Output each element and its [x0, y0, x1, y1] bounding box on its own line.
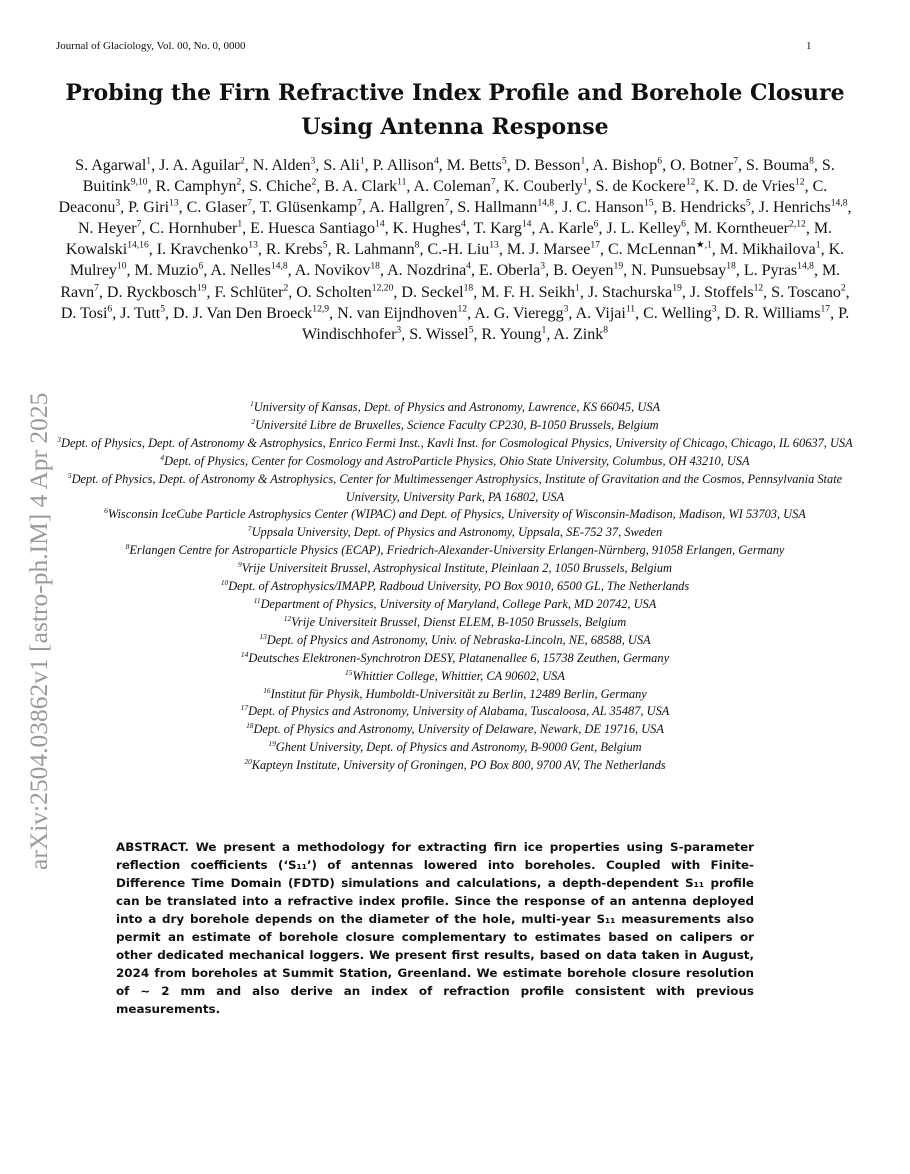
- author: [608, 241, 712, 258]
- affiliation: [56, 506, 854, 524]
- abstract-text: We present a methodology for extracting firn ice properties using S-parameter reflection coefficients (‘S₁₁’) of antennas lowered into boreholes. Coupled with Finite-Difference Time Domain (FDTD) simulations and calculations, a depth-dependent S₁₁ profile can be translated into a refractive index profile. Since the response of an antenna deployed into a dry borehole depends on the diameter of the hole, multi-year S₁₁ measurements also permit an estimate of borehole closure complementary to estimates based on calipers or other dedicated mechanical loggers. We present first results, based on data taken in August, 2024 from boreholes at Summit Station, Greenland. We estimate borehole closure resolution of ~ 2 mm and also derive an index of refraction profile consistent with previous measurements.: [116, 840, 755, 1016]
- author-name: B. Oeyen: [553, 262, 614, 280]
- author-affiliation-mark: 6: [593, 218, 599, 230]
- author-affiliation-mark: 12: [457, 303, 468, 315]
- author-affiliation-mark: 13: [248, 240, 258, 252]
- affiliation-number: 10: [220, 577, 229, 587]
- author: [336, 241, 420, 258]
- author-affiliation-mark: 13: [489, 240, 499, 252]
- author-name: M. F. H. Seikh: [481, 283, 576, 301]
- author-name: R. Young: [481, 325, 542, 343]
- affiliation: [56, 632, 854, 650]
- author: [631, 262, 736, 279]
- paper-title: Probing the Firn Refractive Index Profile and Borehole Closure Using Antenna Response: [65, 80, 845, 140]
- author: [324, 178, 406, 195]
- affiliation-text: Vrije Universiteit Brussel, Dienst ELEM, B-1050 Brussels, Belgium: [291, 614, 627, 629]
- affiliation-text: Institut für Physik, Humboldt-Universität zu Berlin, 12489 Berlin, Germany: [270, 686, 647, 701]
- affiliation-number: 3: [57, 434, 62, 444]
- abstract-label: ABSTRACT.: [116, 840, 189, 854]
- author-name: M. J. Marsee: [506, 241, 591, 259]
- affiliation-text: Université Libre de Bruxelles, Science Faculty CP230, B-1050 Brussels, Belgium: [255, 417, 659, 432]
- affiliation-text: Deutsches Elektronen-Synchrotron DESY, Platanenallee 6, 15738 Zeuthen, Germany: [248, 650, 670, 665]
- affiliation-number: 20: [244, 757, 252, 766]
- author-affiliation-mark: 5: [501, 155, 507, 167]
- author: [507, 241, 600, 258]
- author-name: A. Vijai: [575, 304, 626, 322]
- author: [250, 220, 384, 237]
- author-affiliation-mark: 5: [745, 197, 751, 209]
- affiliation-text: University of Kansas, Dept. of Physics and Astronomy, Lawrence, KS 66045, USA: [253, 400, 661, 414]
- author: [295, 262, 380, 279]
- author-name: S. Toscano: [771, 283, 841, 301]
- author-affiliation-mark: 1: [541, 324, 547, 336]
- author-affiliation-mark: 12: [794, 176, 805, 188]
- affiliation-text: Vrije Universiteit Brussel, Astrophysical Institute, Pleinlaan 2, 1050 Brussels, Belgium: [241, 561, 673, 576]
- affiliation-text: Dept. of Physics and Astronomy, University of Alabama, Tuscaloosa, AL 35487, USA: [248, 704, 670, 719]
- author: [215, 284, 289, 301]
- author-affiliation-mark: 14,8: [537, 197, 555, 209]
- author-affiliation-mark: 3: [711, 303, 717, 315]
- author-name: J. Tutt: [120, 304, 161, 322]
- author-name: S. Wissel: [409, 325, 469, 343]
- author: [515, 157, 586, 174]
- author-name: M. Muzio: [134, 262, 199, 280]
- author-affiliation-mark: ★,1: [695, 240, 712, 252]
- author-affiliation-mark: 12,9: [312, 303, 330, 315]
- author: [135, 262, 204, 279]
- author-name: E. Huesca Santiago: [250, 220, 376, 238]
- affiliation: [56, 686, 854, 704]
- author-affiliation-mark: 17: [590, 240, 600, 252]
- affiliation-text: Dept. of Physics, Dept. of Astronomy & Astrophysics, Center for Multimessenger Astrophysics, Institute of Gravitation and the Cosmos, Pennsylvania State University, University Park, PA 16802, USA: [71, 471, 843, 504]
- abstract: [116, 838, 754, 1018]
- affiliation-number: 6: [104, 506, 108, 516]
- author: [661, 199, 750, 216]
- affiliation-number: 18: [246, 721, 254, 731]
- author-name: M. Kowalski: [65, 220, 833, 259]
- author-affiliation-mark: 2: [239, 155, 245, 167]
- author: [173, 305, 329, 322]
- author-name: L. Pyras: [743, 262, 798, 280]
- affiliation: [56, 721, 854, 739]
- author-affiliation-mark: 6: [198, 261, 204, 273]
- author: [156, 178, 242, 195]
- affiliation: [56, 399, 854, 417]
- author-name: M. Korntheuer: [693, 220, 790, 238]
- author-name: J. L. Kelley: [606, 220, 682, 238]
- author-affiliation-mark: 1: [146, 155, 152, 167]
- affiliation: [56, 524, 854, 542]
- author-name: O. Botner: [670, 157, 734, 174]
- author: [409, 326, 473, 343]
- author-affiliation-mark: 12: [753, 282, 764, 294]
- author-affiliation-mark: 7: [247, 197, 252, 209]
- affiliation: [56, 417, 854, 435]
- author-name: A. Nozdrina: [387, 262, 467, 280]
- author-name: C. Deaconu: [58, 178, 828, 217]
- author-affiliation-mark: 2: [236, 176, 242, 188]
- author-name: K. D. de Vries: [703, 178, 795, 196]
- author: [61, 305, 112, 322]
- author: [157, 241, 258, 258]
- author-name: F. Schlüter: [214, 283, 284, 301]
- author: [474, 305, 568, 322]
- author-name: M. Ravn: [60, 262, 841, 301]
- author-affiliation-mark: 19: [672, 282, 682, 294]
- author-name: A. Hallgren: [368, 199, 445, 217]
- author-name: C. Hornhuber: [149, 220, 238, 238]
- author-affiliation-mark: 6: [681, 218, 686, 230]
- affiliation-number: 1: [249, 398, 254, 408]
- author-name: S. de Kockere: [595, 178, 686, 196]
- author: [694, 220, 806, 237]
- author: [369, 199, 449, 216]
- author-name: C. McLennan: [607, 241, 696, 259]
- author-affiliation-mark: 18: [370, 261, 380, 273]
- arxiv-sidebar-stamp[interactable]: arXiv:2504.03862v1 [astro-ph.IM] 4 Apr 2025: [24, 392, 53, 870]
- author-affiliation-mark: 18: [463, 282, 474, 294]
- author: [474, 220, 532, 237]
- author-name: P. Allison: [372, 157, 434, 174]
- affiliation-text: Wisconsin IceCube Particle Astrophysics Center (WIPAC) and Dept. of Physics, University of Wisconsin-Madison, Madison, WI 53703, USA: [107, 507, 806, 522]
- author: [187, 199, 252, 216]
- author-affiliation-mark: 5: [322, 240, 328, 252]
- author-name: N. van Eijndhoven: [337, 304, 458, 322]
- author-name: D. J. Van Den Broeck: [173, 304, 313, 322]
- affiliation: [56, 471, 854, 507]
- author-affiliation-mark: 18: [726, 261, 736, 273]
- author: [253, 157, 316, 174]
- author: [643, 305, 716, 322]
- affiliation-number: 14: [240, 649, 249, 659]
- author: [504, 178, 588, 195]
- author-affiliation-mark: 1: [580, 155, 586, 167]
- author: [266, 241, 328, 258]
- author-name: M. Mikhailova: [719, 241, 816, 259]
- affiliation-text: Department of Physics, University of Maryland, College Park, MD 20742, USA: [260, 596, 657, 611]
- author-name: B. A. Clark: [324, 178, 398, 196]
- author-affiliation-mark: 14,16: [127, 240, 149, 252]
- author: [744, 262, 814, 279]
- author-name: K. Hughes: [392, 220, 462, 238]
- affiliation-number: 16: [263, 685, 271, 695]
- affiliation-text: Dept. of Physics, Dept. of Astronomy & Astrophysics, Enrico Fermi Inst., Kavli Inst. for Cosmological Physics, University of Chicago, Chicago, IL 60637, USA: [61, 435, 853, 450]
- affiliation-text: Erlangen Centre for Astroparticle Physics (ECAP), Friedrich-Alexander-University Erlangen-Nürnberg, 91058 Erlangen, Germany: [129, 543, 785, 558]
- author-affiliation-mark: 5: [468, 324, 474, 336]
- affiliation-number: 19: [268, 739, 276, 749]
- author-name: C. Welling: [643, 304, 712, 322]
- author-name: P. Windischhofer: [301, 304, 850, 343]
- author: [482, 326, 547, 343]
- author-affiliation-mark: 11: [625, 303, 636, 315]
- affiliation-number: 15: [345, 667, 353, 677]
- author: [457, 199, 554, 216]
- author: [149, 220, 242, 237]
- affiliation-text: Dept. of Physics, Center for Cosmology and AstroParticle Physics, Ohio State University, Columbus, OH 43210, USA: [164, 453, 750, 468]
- author: [323, 157, 364, 174]
- author-affiliation-mark: 12: [685, 176, 696, 188]
- author-affiliation-mark: 6: [657, 155, 663, 167]
- author: [427, 241, 498, 258]
- author-name: O. Scholten: [296, 283, 372, 301]
- affiliation: [56, 703, 854, 721]
- author-affiliation-mark: 8: [809, 155, 814, 167]
- author-affiliation-mark: 14: [375, 218, 385, 230]
- author-list: S. Agarwal$^1$, J. A. Aguilar$^2$, N. Alden$^3$, S. Ali$^1$, P. Allison$^4$, M. Betts$^5$, D. Besson$^1$, A. Bishop$^6$, O. Botner$^7$, S. Bouma$^8$, S. Buitink$^{9,10}$, R. Camphyn$^2$, S. Chiche$^2$, B. A. Clark$^{11}$, A. Coleman$^7$, K. Couberly$^1$, S. de Kockere$^{12}$, K. D. de Vries$^{12}$, C. Deaconu$^3$, P. Giri$^{13}$, C. Glaser$^7$, T. Glüsenkamp$^7$, A. Hallgren$^7$, S. Hallmann$^{14,8}$, J. C. Hanson$^{15}$, B. Hendricks$^5$, J. Henrichs$^{14,8}$, N. Heyer$^7$, C. Hornhuber$^1$, E. Huesca Santiago$^{14}$, K. Hughes$^4$, T. Karg$^{14}$, A. Karle$^6$, J. L. Kelley$^6$, M. Korntheuer$^{2,12}$, M. Kowalski$^{14,16}$, I. Kravchenko$^{13}$, R. Krebs$^5$, R. Lahmann$^8$, C.-H. Liu$^{13}$, M. J. Marsee$^{17}$, C. McLennan$^{★,1}$, M. Mikhailova$^1$, K. Mulrey$^{10}$, M. Muzio$^6$, A. Nelles$^{14,8}$, A. Novikov$^{18}$, A. Nozdrina$^4$, E. Oberla$^3$, B. Oeyen$^{19}$, N. Punsuebsay$^{18}$, L. Pyras$^{14,8}$, M. Ravn$^7$, D. Ryckbosch$^{19}$, F. Schlüter$^2$, O. Scholten$^{12,20}$, D. Seckel$^{18}$, M. F. H. Seikh$^1$, J. Stachurska$^{19}$, J. Stoffels$^{12}$, S. Toscano$^2$, D. Tosi$^6$, J. Tutt$^5$, D. J. Van Den Broeck$^{12,9}$, N. van Eijndhoven$^{12}$, A. G. Vieregg$^3$, A. Vijai$^{11}$, C. Welling$^3$, D. R. Williams$^{17}$, P. Windischhofer$^3$, S. Wissel$^5$, R. Young$^1$, A. Zink$^8$: [58, 155, 852, 343]
- affiliation: [56, 739, 854, 757]
- author: [596, 178, 696, 195]
- author-affiliation-mark: 3: [563, 303, 569, 315]
- affiliation-number: 13: [259, 631, 267, 641]
- author: [539, 220, 599, 237]
- author-name: K. Mulrey: [69, 241, 845, 280]
- author: [592, 157, 662, 174]
- author-name: J. Stachurska: [587, 283, 673, 301]
- author-affiliation-mark: 14,8: [270, 261, 288, 273]
- affiliation-text: Kapteyn Institute, University of Groningen, PO Box 800, 9700 AV, The Netherlands: [251, 758, 666, 773]
- author-affiliation-mark: 15: [643, 197, 654, 209]
- author-affiliation-mark: 1: [582, 176, 588, 188]
- affiliation: [56, 578, 854, 596]
- author-affiliation-mark: 4: [466, 261, 471, 273]
- author: [210, 262, 287, 279]
- author-affiliation-mark: 6: [107, 303, 113, 315]
- author-name: A. Bishop: [592, 157, 658, 174]
- journal-running-head: Journal of Glaciology, Vol. 00, No. 0, 0000: [56, 40, 246, 52]
- affiliation-text: Dept. of Physics and Astronomy, University of Delaware, Newark, DE 19716, USA: [253, 722, 664, 737]
- author-name: A. Karle: [538, 220, 594, 238]
- author-name: C.-H. Liu: [427, 241, 490, 259]
- author-affiliation-mark: 3: [115, 197, 121, 209]
- author: [78, 220, 141, 237]
- author-affiliation-mark: 2: [283, 282, 289, 294]
- author-affiliation-mark: 1: [237, 218, 243, 230]
- author: [107, 284, 207, 301]
- author-affiliation-mark: 14: [521, 218, 532, 230]
- affiliation: [56, 596, 854, 614]
- author: [771, 284, 846, 301]
- author-name: A. G. Vieregg: [474, 304, 564, 322]
- author-affiliation-mark: 1: [815, 240, 821, 252]
- author-name: E. Oberla: [478, 262, 541, 280]
- author-affiliation-mark: 17: [820, 303, 831, 315]
- author-affiliation-mark: 3: [310, 155, 316, 167]
- author-name: M. Betts: [446, 157, 502, 174]
- affiliation: [56, 435, 854, 453]
- author-name: J. A. Aguilar: [159, 157, 240, 174]
- author-affiliation-mark: 5: [160, 303, 166, 315]
- affiliation-text: Dept. of Physics and Astronomy, Univ. of Nebraska-Lincoln, NE, 68588, USA: [266, 632, 651, 647]
- author: [128, 199, 179, 216]
- author-name: S. Hallmann: [457, 199, 538, 217]
- author: [337, 305, 467, 322]
- author: [120, 305, 165, 322]
- author-affiliation-mark: 1: [575, 282, 580, 294]
- author-name: N. Heyer: [77, 220, 137, 238]
- affiliation-text: Dept. of Astrophysics/IMAPP, Radboud University, PO Box 9010, 6500 GL, The Netherlands: [228, 579, 690, 594]
- author: [553, 262, 623, 279]
- author-name: D. Seckel: [401, 283, 464, 301]
- author: [725, 305, 831, 322]
- author-affiliation-mark: 2,12: [789, 218, 806, 230]
- author-name: D. Tosi: [60, 304, 108, 322]
- affiliation-text: Whittier College, Whittier, CA 90602, USA: [352, 668, 565, 683]
- author-affiliation-mark: 7: [94, 282, 99, 294]
- affiliation-number: 17: [240, 703, 249, 713]
- author-affiliation-mark: 19: [196, 282, 207, 294]
- affiliation-number: 11: [253, 595, 261, 605]
- author-name: R. Krebs: [265, 241, 323, 259]
- affiliation: [56, 757, 854, 775]
- affiliation-number: 7: [247, 524, 252, 534]
- author-name: C. Glaser: [186, 199, 248, 217]
- affiliation: [56, 542, 854, 560]
- author-name: D. Besson: [514, 157, 581, 174]
- author: [75, 157, 151, 174]
- author: [401, 284, 473, 301]
- author: [479, 262, 545, 279]
- author-affiliation-mark: 12,20: [371, 282, 394, 294]
- affiliation-number: 4: [160, 452, 165, 462]
- author-name: S. Bouma: [746, 157, 810, 174]
- author: [481, 284, 580, 301]
- affiliation-text: Ghent University, Dept. of Physics and Astronomy, B-9000 Gent, Belgium: [275, 740, 642, 755]
- author-affiliation-mark: 8: [414, 240, 420, 252]
- author: [746, 157, 814, 174]
- author-name: S. Buitink: [82, 157, 835, 196]
- author-name: J. C. Hanson: [562, 199, 644, 217]
- affiliation: [56, 614, 854, 632]
- author: [759, 199, 848, 216]
- author-affiliation-mark: 7: [490, 176, 496, 188]
- affiliation: [56, 668, 854, 686]
- author: [670, 157, 738, 174]
- author-affiliation-mark: 2: [840, 282, 846, 294]
- author-affiliation-mark: 7: [444, 197, 450, 209]
- author: [720, 241, 821, 258]
- author: [414, 178, 496, 195]
- author-affiliation-mark: 7: [733, 155, 738, 167]
- affiliation-number: 2: [251, 416, 256, 426]
- author-affiliation-mark: 19: [613, 261, 624, 273]
- author: [447, 157, 507, 174]
- author: [588, 284, 682, 301]
- author-affiliation-mark: 8: [603, 324, 609, 336]
- author-name: J. Henrichs: [758, 199, 831, 217]
- author-name: S. Ali: [323, 157, 360, 174]
- affiliation: [56, 453, 854, 471]
- author: [373, 157, 439, 174]
- author-name: N. Punsuebsay: [631, 262, 727, 280]
- author-affiliation-mark: 10: [116, 261, 127, 273]
- author: [606, 220, 685, 237]
- author: [296, 284, 393, 301]
- author: [562, 199, 653, 216]
- author-affiliation-mark: 4: [433, 155, 439, 167]
- author-name: N. Alden: [252, 157, 311, 174]
- author-affiliation-mark: 3: [540, 261, 546, 273]
- author-name: A. Nelles: [210, 262, 271, 280]
- author-affiliation-mark: 2: [311, 176, 317, 188]
- author-name: P. Giri: [128, 199, 170, 217]
- author-name: A. Novikov: [294, 262, 371, 280]
- author-name: A. Coleman: [413, 178, 491, 196]
- author-affiliation-mark: 11: [397, 176, 407, 188]
- author: [393, 220, 466, 237]
- author-name: I. Kravchenko: [156, 241, 249, 259]
- author: [387, 262, 471, 279]
- author-name: S. Chiche: [249, 178, 312, 196]
- author-affiliation-mark: 14,8: [830, 197, 848, 209]
- author-name: B. Hendricks: [661, 199, 746, 217]
- author-affiliation-mark: 1: [359, 155, 365, 167]
- author-name: D. Ryckbosch: [106, 283, 197, 301]
- author-affiliation-mark: 7: [357, 197, 362, 209]
- author: [260, 199, 362, 216]
- affiliation-text: Uppsala University, Dept. of Physics and Astronomy, Uppsala, SE-752 37, Sweden: [251, 525, 663, 540]
- affiliation: [56, 650, 854, 668]
- affiliation-number: 9: [237, 560, 242, 570]
- affiliation-number: 12: [283, 613, 292, 623]
- author: [690, 284, 763, 301]
- affiliation: [56, 560, 854, 578]
- page-number: 1: [806, 40, 812, 52]
- author-name: R. Lahmann: [335, 241, 415, 259]
- author-name: A. Zink: [553, 325, 604, 343]
- author: [703, 178, 804, 195]
- author-affiliation-mark: 14,8: [797, 261, 814, 273]
- author: [576, 305, 636, 322]
- author-affiliation-mark: 7: [136, 218, 142, 230]
- author-affiliation-mark: 13: [169, 197, 179, 209]
- author: [159, 157, 245, 174]
- author-name: S. Agarwal: [75, 157, 147, 174]
- author-name: J. Stoffels: [689, 283, 754, 301]
- author-name: R. Camphyn: [155, 178, 237, 196]
- author: [553, 326, 608, 343]
- affiliation-number: 8: [125, 542, 130, 552]
- author-name: K. Couberly: [503, 178, 583, 196]
- author-affiliation-mark: 3: [396, 324, 402, 336]
- author-name: T. Glüsenkamp: [259, 199, 358, 217]
- author: [249, 178, 316, 195]
- author-affiliation-mark: 4: [461, 218, 466, 230]
- affiliation-number: 5: [67, 470, 72, 480]
- author-name: T. Karg: [473, 220, 522, 238]
- affiliation-list: [56, 399, 854, 775]
- author-name: D. R. Williams: [724, 304, 821, 322]
- author-affiliation-mark: 9,10: [130, 176, 148, 188]
